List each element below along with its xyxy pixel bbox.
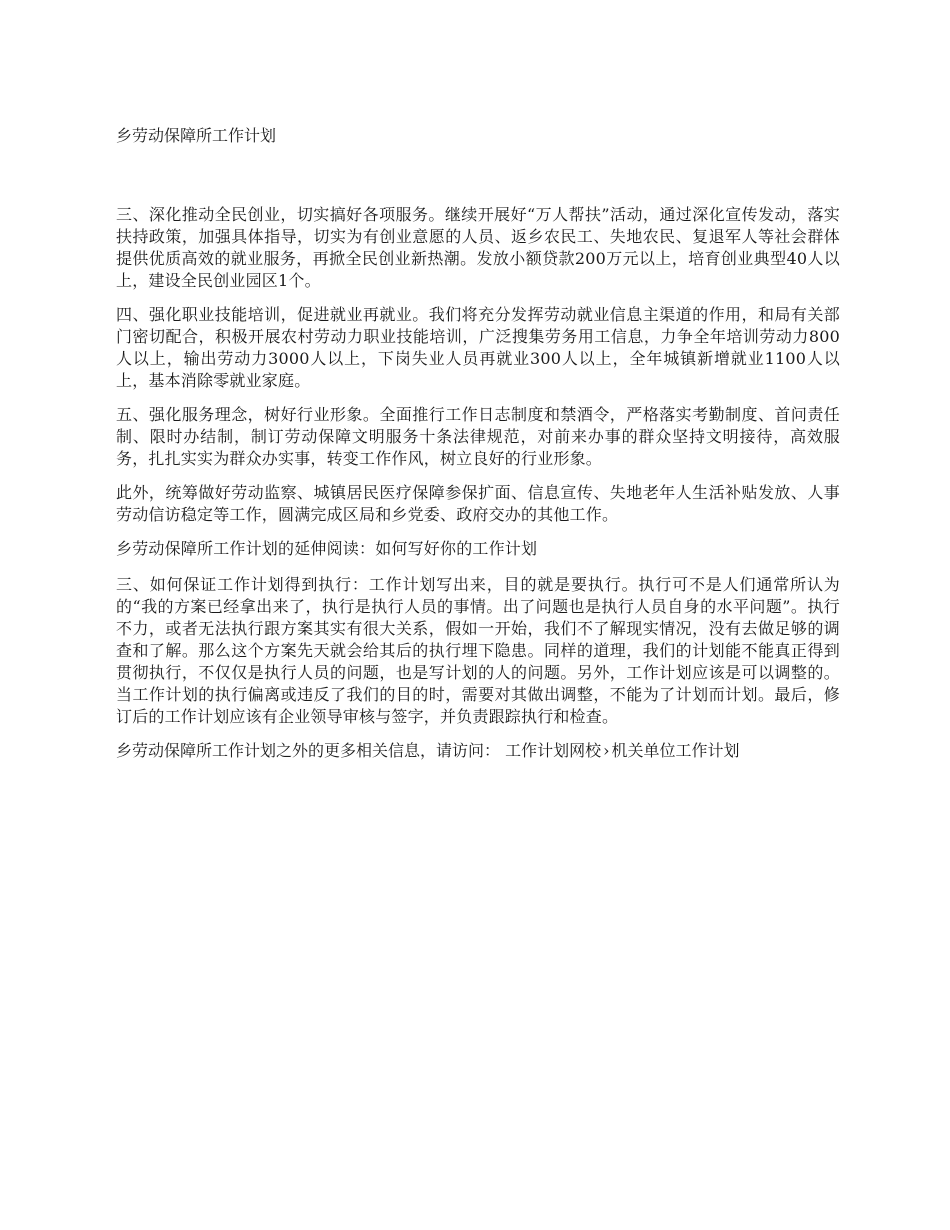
paragraph-5: 五、强化服务理念，树好行业形象。全面推行工作日志制度和禁酒令，严格落实考勤制度、首问责任制、限时办结制，制订劳动保障文明服务十条法律规范，对前来办事的群众坚持文明接待，高效服务，扎扎实实为群众办实事，转变工作作风，树立良好的行业形象。 [116, 405, 840, 468]
document-page [116, 124, 840, 762]
extended-reading-paragraph: 三、如何保证工作计划得到执行：工作计划写出来，目的就是要执行。执行可不是人们通常所认为的“我的方案已经拿出来了，执行是执行人员的事情。出了问题也是执行人员自身的水平问题”。执行不力，或者无法执行跟方案其实有很大关系，假如一开始，我们不了解现实情况，没有去做足够的调查和了解。那么这个方案先天就会给其后的执行埋下隐患。同样的道理，我们的计划能不能真正得到贯彻执行，不仅仅是执行人员的问题，也是写计划的人的问题。另外，工作计划应该是可以调整的。当工作计划的执行偏离或违反了我们的目的时，需要对其做出调整，不能为了计划而计划。最后，修订后的工作计划应该有企业领导审核与签字，并负责跟踪执行和检查。 [116, 575, 840, 726]
breadcrumb-separator: › [603, 741, 610, 760]
paragraph-additional: 此外，统筹做好劳动监察、城镇居民医疗保障参保扩面、信息宣传、失地老年人生活补贴发放、人事劳动信访稳定等工作，圆满完成区局和乡党委、政府交办的其他工作。 [116, 483, 840, 524]
extended-reading-heading: 乡劳动保障所工作计划的延伸阅读：如何写好你的工作计划 [116, 539, 538, 558]
document-title: 乡劳动保障所工作计划 [116, 126, 277, 145]
more-info-line [116, 740, 840, 762]
link-work-plan-school[interactable]: 工作计划网校 [505, 741, 602, 760]
more-info-prefix: 乡劳动保障所工作计划之外的更多相关信息，请访问： [116, 741, 501, 760]
link-agency-work-plan[interactable]: 机关单位工作计划 [611, 741, 740, 760]
paragraph-4: 四、强化职业技能培训，促进就业再就业。我们将充分发挥劳动就业信息主渠道的作用，和局有关部门密切配合，积极开展农村劳动力职业技能培训，广泛搜集劳务用工信息，力争全年培训劳动力800人以上，输出劳动力3000人以上，下岗失业人员再就业300人以上，全年城镇新增就业1100人以上，基本消除零就业家庭。 [116, 305, 840, 390]
paragraph-3: 三、深化推动全民创业，切实搞好各项服务。继续开展好“万人帮扶”活动，通过深化宣传发动，落实扶持政策，加强具体指导，切实为有创业意愿的人员、返乡农民工、失地农民、复退军人等社会群体提供优质高效的就业服务，再掀全民创业新热潮。发放小额贷款200万元以上，培育创业典型40人以上，建设全民创业园区1个。 [116, 205, 840, 290]
